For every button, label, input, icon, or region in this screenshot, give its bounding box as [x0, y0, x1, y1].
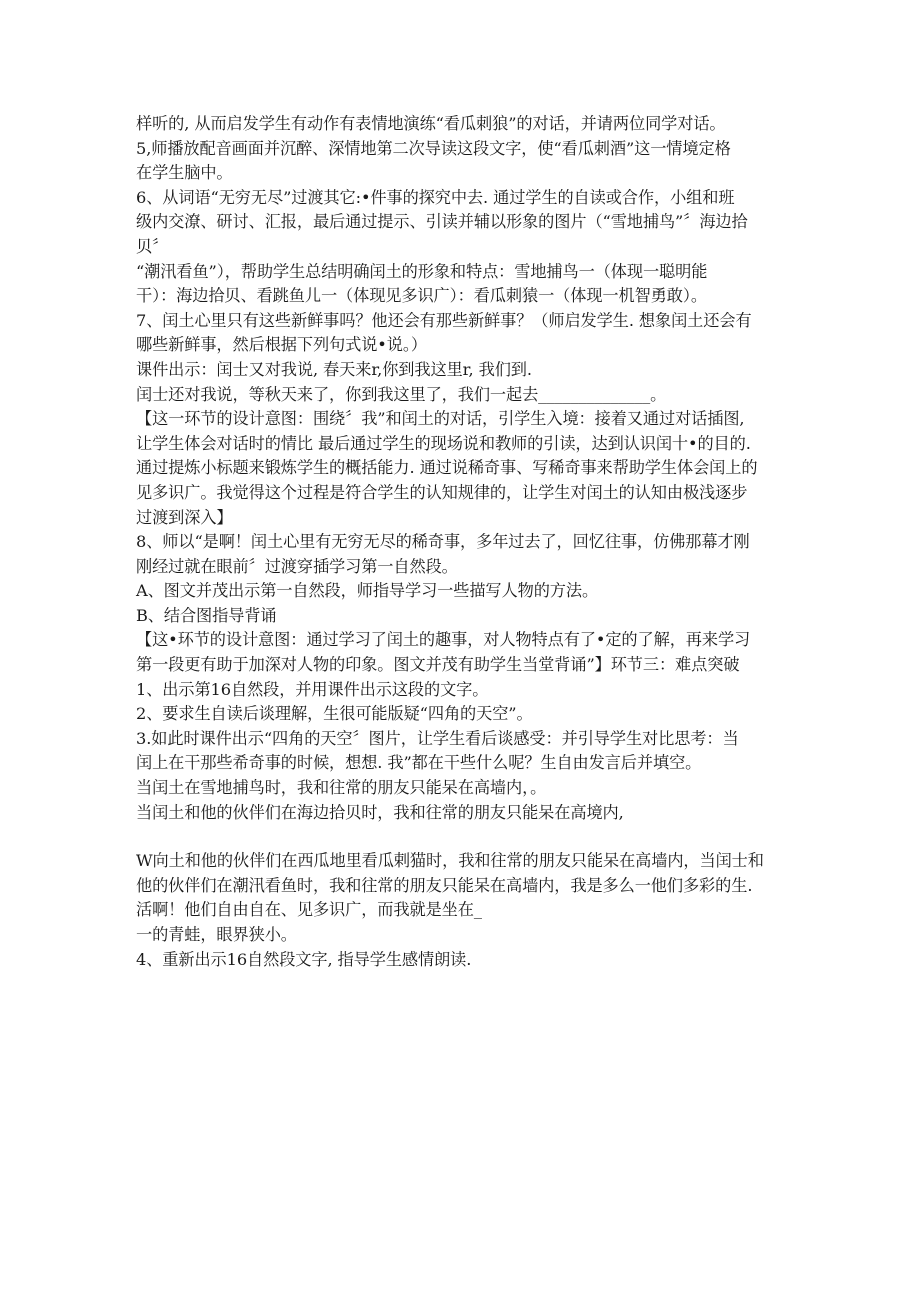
text-line: 当闰土和他的伙伴们在海边拾贝时，我和往常的朋友只能呆在高境内,	[136, 802, 624, 822]
paragraph-gap	[136, 825, 788, 849]
text-line: B、结合图指导背诵	[136, 605, 277, 625]
text-line: 刚经过就在眼前〞过渡穿插学习第一自然段。	[136, 556, 458, 576]
text-line: 在学生脑中。	[136, 163, 233, 183]
text-line: 6、从词语“无穷无尽”过渡其它:•件事的探究中去. 通过学生的自读或合作，小组和班	[136, 187, 735, 207]
text-line: 样听的, 从而启发学生有动作有表情地演练“看瓜刺狼”的对话，并请两位同学对话。	[136, 114, 726, 133]
text-line: 过渡到深入】	[136, 507, 233, 527]
text-line: 当闰土在雪地捕鸟时，我和往常的朋友只能呆在高墙内，。	[136, 778, 547, 798]
text-line: 闰士还对我说，等秋天来了，你到我这里了，我们一起去______________。	[136, 384, 667, 404]
text-line: W向土和他的伙伴们在西瓜地里看瓜剌猫时，我和往常的朋友只能呆在高墙内，当闰士和	[136, 851, 764, 871]
text-line: 2、要求生自读后谈理解，生很可能版疑“四角的天空”。	[136, 704, 533, 724]
text-line: 级内交潦、研讨、汇报，最后通过提示、引读并辅以形象的图片（“雪地捕鸟”〞海边拾	[136, 212, 748, 232]
text-line: A、图文并茂出示第一自然段，师指导学习一些描写人物的方法。	[136, 581, 599, 601]
text-line: 课件出示：闰士又对我说, 春天来r,你到我这里r, 我们到.	[136, 359, 532, 379]
text-line: 他的伙伴们在潮汛看鱼时，我和往常的朋友只能呆在高墙内，我是多么一他们多彩的生.	[136, 875, 753, 895]
text-line: 见多识广。我觉得这个过程是符合学生的认知规律的，让学生对闰土的认知由极浅逐步	[136, 482, 748, 502]
text-block-bottom	[136, 849, 788, 972]
text-line: 让学生体会对话时的情比 最后通过学生的现场说和教师的引读，达到认识闰十•的目的.	[136, 433, 751, 453]
document-body	[136, 112, 788, 972]
text-line: 通过提炼小标题来锻炼学生的概括能力. 通过说稀奇事、写稀奇事来帮助学生体会闰上的	[136, 458, 758, 478]
text-line: 8、师以“是啊！闰土心里有无穷无尽的稀奇事，多年过去了，回忆往事，仿佛那幕才刚	[136, 532, 750, 552]
text-line: 7、闰土心里只有这些新鲜事吗？他还会有那些新鲜事？（师启发学生. 想象闰土还会有	[136, 310, 752, 330]
text-line: 【这一环节的设计意图：围绕〞我”和闰土的对话，引学生入境：接着又通过对话插图,	[136, 409, 745, 429]
text-line: 贝〞	[136, 236, 169, 256]
text-line: 哪些新鲜事，然后根据下列句式说•说。）	[136, 335, 427, 355]
text-line: 活啊！他们自由自在、见多识广，而我就是坐在_	[136, 900, 482, 920]
text-line: 5,师播放配音画面并沉醉、深情地第二次导读这段文字，使“看瓜刺酒”这一情境定格	[136, 138, 731, 158]
text-line: 闰上在干那些希奇事的时候，想想. 我”都在干些什么呢？生自由发言后并填空。	[136, 753, 702, 773]
text-line: 1、出示第16自然段，并用课件出示这段的文字。	[136, 679, 489, 699]
text-line: “潮汛看鱼”），帮助学生总结明确闰土的形象和特点：雪地捕鸟一（体现一聪明能	[136, 261, 708, 281]
text-line: 第一段更有助于加深对人物的印象。图文并茂有助学生当堂背诵”】环节三：难点突破	[136, 655, 740, 675]
text-line: 4、重新出示16自然段文字, 指导学生感情朗读.	[136, 949, 472, 969]
text-line: 一的青蛙，眼界狭小。	[136, 925, 297, 944]
text-block-top	[136, 112, 788, 825]
text-line: 【这•环节的设计意图：通过学习了闰土的趣事，对人物特点有了•定的了解，再来学习	[136, 630, 751, 650]
text-line: 3.如此时课件出示“四角的天空〞图片，让学生看后谈感受：并引导学生对比思考：当	[136, 728, 739, 748]
text-line: 干）：海边拾贝、看跳鱼儿一（体现见多识广）：看瓜刺猿一（体现一机智勇敢）。	[136, 286, 707, 306]
